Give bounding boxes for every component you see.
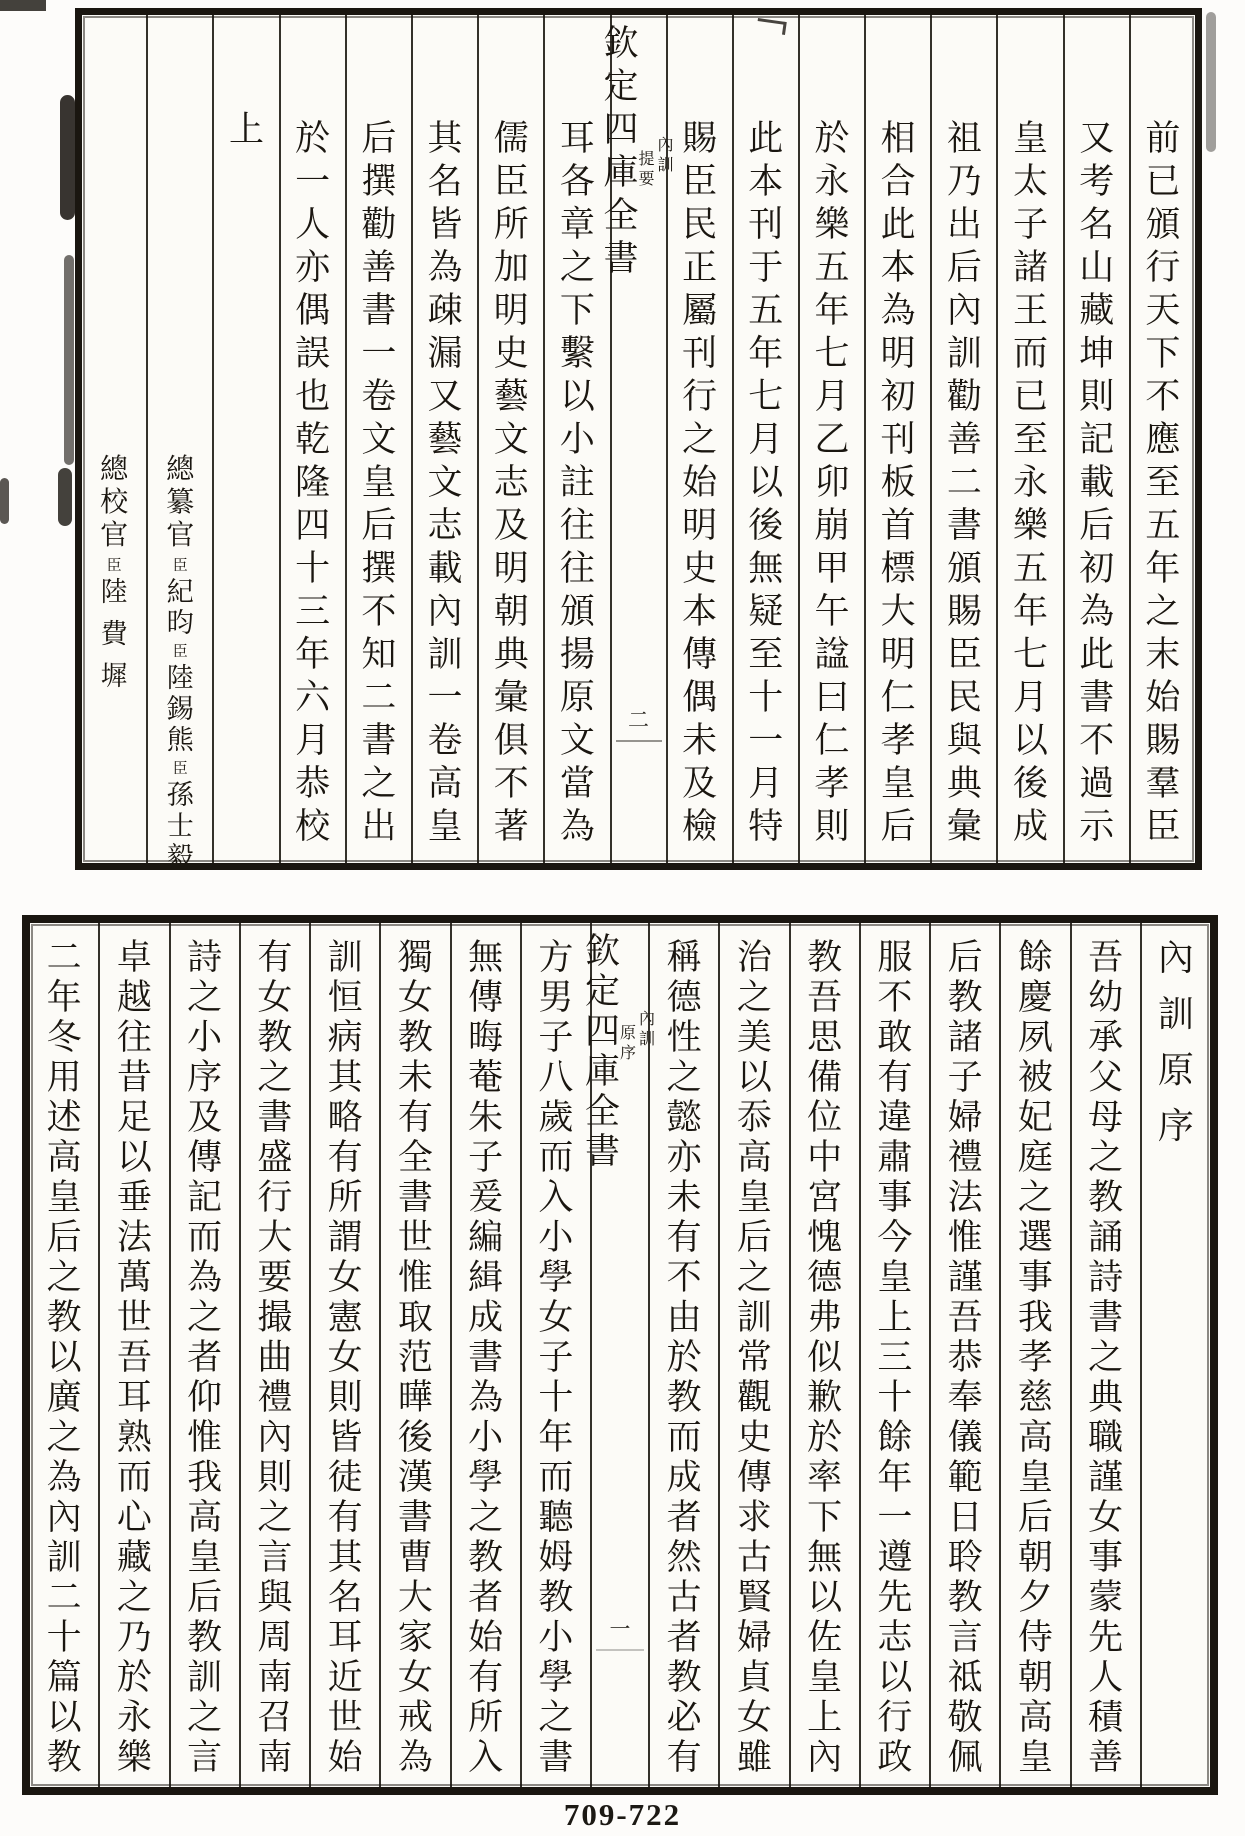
text-column: 卓 越 往 昔 足 以 垂 法 萬 世 吾 耳 熟 而 心 藏 之 乃 於 永 樂 bbox=[98, 923, 168, 1787]
official-rank-prefix: 臣 bbox=[172, 761, 188, 777]
text-column: 相 合 此 本 為 明 初 刊 板 首 標 大 明 仁 孝 皇 后 bbox=[864, 15, 930, 863]
folio-divider-line bbox=[616, 740, 662, 742]
scan-artifact bbox=[58, 468, 72, 526]
official-signature-column: 總 纂 官 臣 紀 昀 臣 陸 錫 熊 臣 孫 士 毅 bbox=[146, 15, 212, 863]
official-name: 毅 bbox=[166, 842, 194, 872]
official-name: 昀 bbox=[166, 608, 194, 638]
book-title: 內 訓 bbox=[657, 137, 674, 174]
section-label: 原 序 bbox=[620, 1025, 637, 1062]
text-column: 方 男 子 八 歲 而 入 小 學 女 子 十 年 而 聽 姆 教 小 學 之 書 bbox=[520, 923, 590, 1787]
text-column: 二 年 冬 用 述 高 皇 后 之 教 以 廣 之 為 內 訓 二 十 篇 以 教 bbox=[46, 938, 82, 1777]
text-column: 皇 太 子 諸 王 而 已 至 永 樂 五 年 七 月 以 後 成 bbox=[996, 15, 1062, 863]
scan-artifact bbox=[1206, 12, 1216, 152]
text-column: 吾 幼 承 父 母 之 教 誦 詩 書 之 典 職 謹 女 事 蒙 先 人 積 善 bbox=[1070, 923, 1140, 1787]
text-column: 治 之 美 以 忝 高 皇 后 之 訓 常 觀 史 傳 求 古 賢 婦 貞 女 雖 bbox=[718, 923, 788, 1787]
text-column: 於 一 人 亦 偶 誤 也 乾 隆 四 十 三 年 六 月 恭 校 bbox=[279, 15, 345, 863]
text-column: 稱 德 性 之 懿 亦 未 有 不 由 於 教 而 成 者 然 古 者 教 必 有 bbox=[648, 923, 718, 1787]
banxin-labels bbox=[639, 137, 674, 191]
series-title: 欽 定 四 庫 全 書 bbox=[603, 24, 639, 278]
preface-first-page bbox=[22, 915, 1218, 1795]
section-label: 提 要 bbox=[638, 151, 655, 188]
tiyao-abstract-page bbox=[75, 8, 1202, 870]
banxin-labels bbox=[620, 1011, 655, 1065]
text-column: 無 傳 晦 菴 朱 子 爰 編 緝 成 書 為 小 學 之 教 者 始 有 所 入 bbox=[450, 923, 520, 1787]
official-name: 孫 bbox=[166, 780, 194, 810]
scan-artifact bbox=[0, 0, 46, 11]
text-column: 餘 慶 夙 被 妃 庭 之 選 事 我 孝 慈 高 皇 后 朝 夕 侍 朝 高 皇 bbox=[999, 923, 1069, 1787]
folio-number: 一 bbox=[609, 1616, 631, 1641]
official-name: 士 bbox=[166, 811, 194, 841]
text-column: 其 名 皆 為 疎 漏 又 藝 文 志 載 內 訓 一 卷 高 皇 bbox=[411, 15, 477, 863]
official-name: 陸 bbox=[166, 663, 194, 693]
footer-page-number: 709-722 bbox=[563, 1797, 682, 1832]
folio-number: 二 bbox=[628, 708, 649, 733]
scan-artifact bbox=[60, 95, 75, 220]
elevated-emperor-char: 上 bbox=[212, 15, 278, 863]
text-column: 賜 臣 民 正 屬 刊 行 之 始 明 史 本 傳 偶 未 及 檢 bbox=[666, 15, 732, 863]
official-name: 費 bbox=[100, 619, 128, 649]
preface-heading: 內 訓 原 序 bbox=[1140, 923, 1210, 1787]
banxin-center-column bbox=[585, 923, 656, 1787]
text-column: 有 女 教 之 書 盛 行 大 要 撮 曲 禮 內 則 之 言 與 周 南 召 南 bbox=[239, 923, 309, 1787]
text-column: 獨 女 教 未 有 全 書 世 惟 取 范 曄 後 漢 書 曹 大 家 女 戒 為 bbox=[379, 923, 449, 1787]
scan-artifact bbox=[0, 478, 9, 524]
text-column: 又 考 名 山 藏 坤 則 記 載 后 初 為 此 書 不 過 示 bbox=[1063, 15, 1129, 863]
official-signature-column: 總 校 官 臣 陸 費 墀 bbox=[82, 15, 146, 863]
folio-divider-line bbox=[596, 1649, 644, 1651]
official-rank-prefix: 臣 bbox=[172, 644, 188, 660]
official-rank-prefix: 臣 bbox=[106, 558, 122, 574]
official-rank-prefix: 臣 bbox=[172, 558, 188, 574]
scan-artifact bbox=[64, 255, 74, 465]
official-name: 熊 bbox=[166, 725, 194, 755]
text-column: 此 本 刊 于 五 年 七 月 以 後 無 疑 至 十 一 月 特 bbox=[732, 15, 798, 863]
series-title: 欽 定 四 庫 全 書 bbox=[585, 932, 621, 1171]
text-column: 后 教 諸 子 婦 禮 法 惟 謹 吾 恭 奉 儀 範 日 聆 教 言 祗 敬 佩 bbox=[929, 923, 999, 1787]
book-title: 內 訓 bbox=[639, 1011, 656, 1048]
official-name: 陸 bbox=[100, 577, 128, 607]
official-name: 錫 bbox=[166, 694, 194, 724]
text-column: 祖 乃 出 后 內 訓 勸 善 二 書 頒 賜 臣 民 與 典 彙 bbox=[930, 15, 996, 863]
text-column: 訓 恒 病 其 略 有 所 謂 女 憲 女 則 皆 徒 有 其 名 耳 近 世 始 bbox=[309, 923, 379, 1787]
official-name: 墀 bbox=[100, 661, 128, 691]
official-name: 紀 bbox=[166, 577, 194, 607]
banxin-center-column bbox=[603, 15, 674, 863]
text-column: 前 已 頒 行 天 下 不 應 至 五 年 之 末 始 賜 羣 臣 bbox=[1129, 15, 1195, 863]
text-column: 於 永 樂 五 年 七 月 乙 卯 崩 甲 午 諡 曰 仁 孝 則 bbox=[798, 15, 864, 863]
text-column: 教 吾 思 備 位 中 宮 愧 德 弗 似 歉 於 率 下 無 以 佐 皇 上 內 bbox=[789, 923, 859, 1787]
text-column: 耳 各 章 之 下 繫 以 小 註 往 往 頒 揚 原 文 當 為 bbox=[543, 15, 609, 863]
text-column: 服 不 敢 有 違 肅 事 今 皇 上 三 十 餘 年 一 遵 先 志 以 行 政 bbox=[859, 923, 929, 1787]
text-column: 詩 之 小 序 及 傳 記 而 為 之 者 仰 惟 我 高 皇 后 教 訓 之 言 bbox=[169, 923, 239, 1787]
text-column: 后 撰 勸 善 書 一 卷 文 皇 后 撰 不 知 二 書 之 出 bbox=[345, 15, 411, 863]
text-column: 儒 臣 所 加 明 史 藝 文 志 及 明 朝 典 彙 俱 不 著 bbox=[477, 15, 543, 863]
